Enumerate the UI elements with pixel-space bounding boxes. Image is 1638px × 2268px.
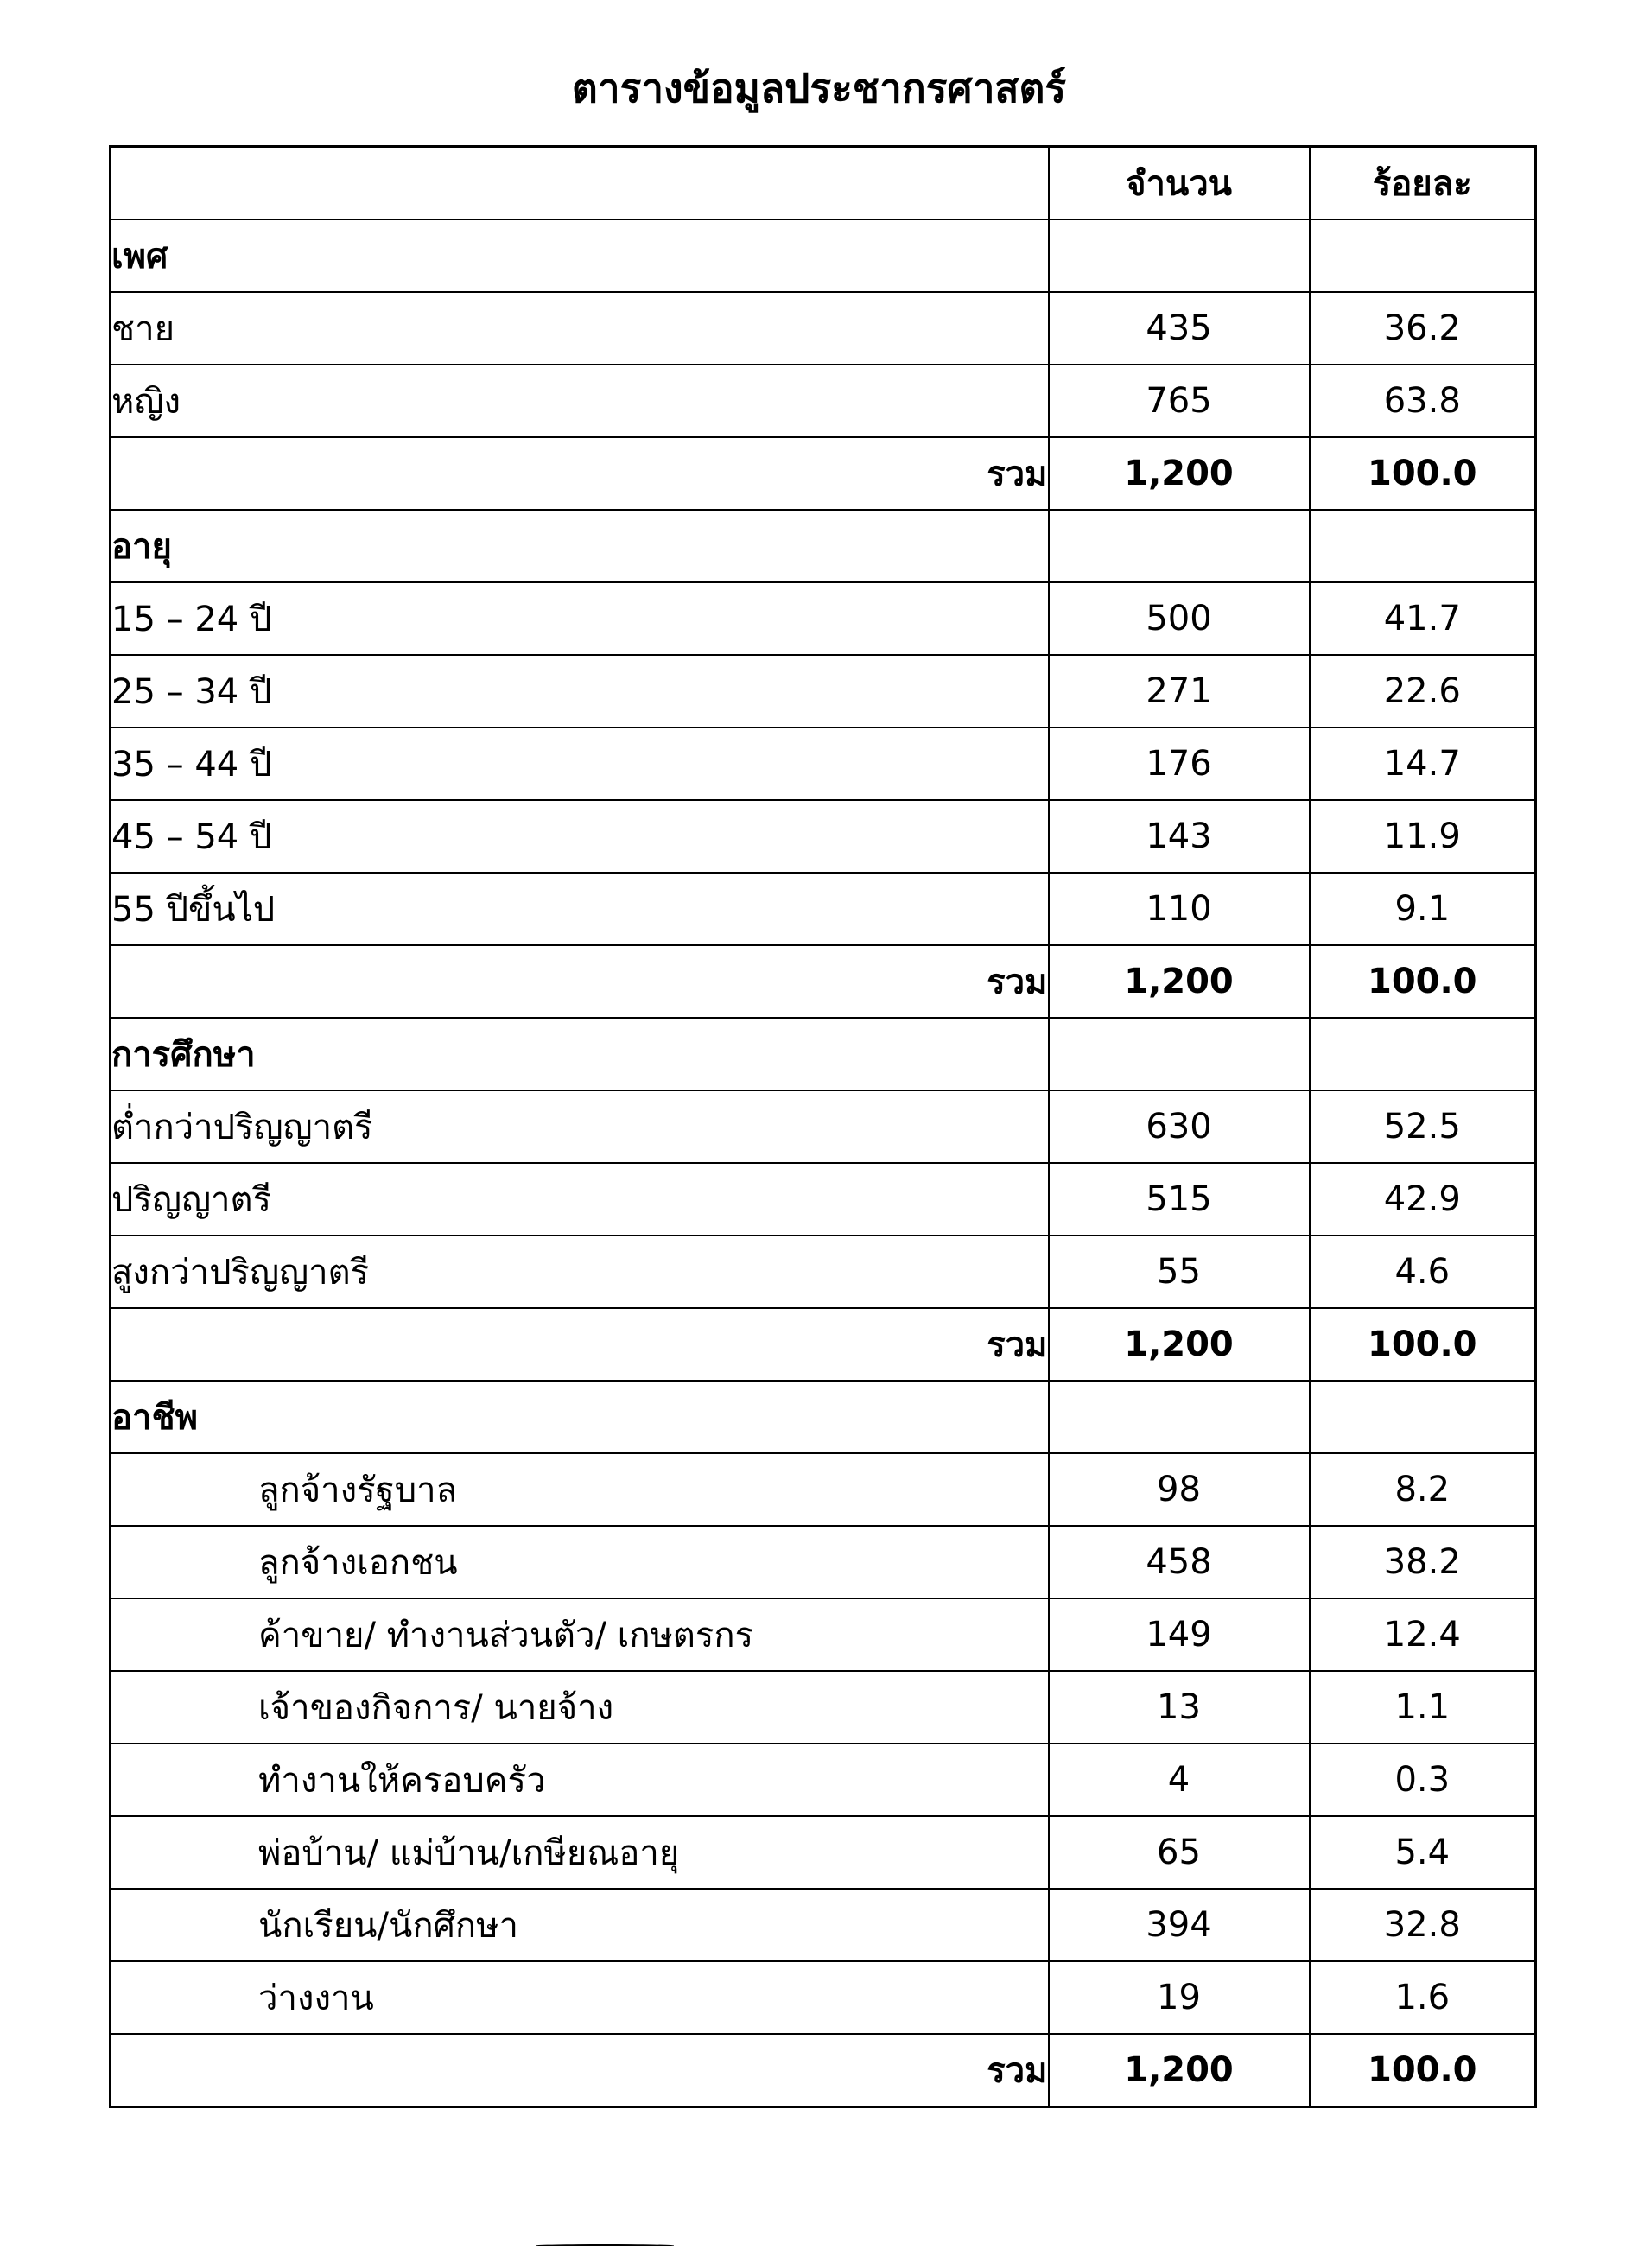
table-row [111, 1163, 1536, 1236]
row-percent: 4.6 [1310, 1236, 1536, 1308]
row-percent: 38.2 [1310, 1526, 1536, 1598]
total-count: 1,200 [1049, 2034, 1310, 2107]
total-row [111, 2034, 1536, 2107]
row-label: 15 – 24 ปี [111, 582, 1049, 655]
table-row [111, 1090, 1536, 1163]
section-heading: การศึกษา [111, 1018, 1049, 1090]
row-count: 271 [1049, 655, 1310, 727]
total-percent: 100.0 [1310, 437, 1536, 510]
page-title: ตารางข้อมูลประชากรศาสตร์ [571, 65, 1067, 111]
cut-off-text-fragment [536, 2242, 691, 2268]
total-label: รวม [111, 945, 1049, 1018]
section-heading-row [111, 510, 1536, 582]
row-count: 13 [1049, 1671, 1310, 1744]
section-heading: อาชีพ [111, 1381, 1049, 1453]
total-label: รวม [111, 1308, 1049, 1381]
table-row [111, 1961, 1536, 2034]
row-label: ต่ำกว่าปริญญาตรี [111, 1090, 1049, 1163]
row-count: 55 [1049, 1236, 1310, 1308]
row-label: ลูกจ้างรัฐบาล [111, 1453, 1049, 1526]
table-row [111, 365, 1536, 437]
row-percent: 42.9 [1310, 1163, 1536, 1236]
row-percent: 1.6 [1310, 1961, 1536, 2034]
section-heading: อายุ [111, 510, 1049, 582]
total-row [111, 1308, 1536, 1381]
row-count: 98 [1049, 1453, 1310, 1526]
table-row [111, 800, 1536, 873]
row-percent: 1.1 [1310, 1671, 1536, 1744]
header-row [111, 147, 1536, 220]
row-count: 630 [1049, 1090, 1310, 1163]
row-count: 143 [1049, 800, 1310, 873]
row-percent: 9.1 [1310, 873, 1536, 945]
empty-cell [1310, 219, 1536, 292]
row-count: 394 [1049, 1889, 1310, 1961]
row-count: 149 [1049, 1598, 1310, 1671]
total-row [111, 945, 1536, 1018]
row-percent: 0.3 [1310, 1744, 1536, 1816]
total-label: รวม [111, 2034, 1049, 2107]
table-row [111, 1816, 1536, 1889]
empty-cell [1049, 1381, 1310, 1453]
row-label: ค้าขาย/ ทำงานส่วนตัว/ เกษตรกร [111, 1598, 1049, 1671]
total-percent: 100.0 [1310, 2034, 1536, 2107]
row-label: ทำงานให้ครอบครัว [111, 1744, 1049, 1816]
row-label: 35 – 44 ปี [111, 727, 1049, 800]
row-percent: 12.4 [1310, 1598, 1536, 1671]
table-row [111, 1744, 1536, 1816]
row-percent: 52.5 [1310, 1090, 1536, 1163]
section-heading-row [111, 1381, 1536, 1453]
row-label: 55 ปีขึ้นไป [111, 873, 1049, 945]
header-percent: ร้อยละ [1310, 147, 1536, 220]
demographics-table [109, 145, 1537, 2108]
row-count: 458 [1049, 1526, 1310, 1598]
table-row [111, 1671, 1536, 1744]
table-row [111, 292, 1536, 365]
row-percent: 36.2 [1310, 292, 1536, 365]
empty-cell [1310, 510, 1536, 582]
table-body [111, 219, 1536, 2107]
row-percent: 11.9 [1310, 800, 1536, 873]
row-count: 176 [1049, 727, 1310, 800]
table-row [111, 655, 1536, 727]
header-blank [111, 147, 1049, 220]
row-label: เจ้าของกิจการ/ นายจ้าง [111, 1671, 1049, 1744]
empty-cell [1310, 1381, 1536, 1453]
row-percent: 8.2 [1310, 1453, 1536, 1526]
row-count: 110 [1049, 873, 1310, 945]
row-label: 25 – 34 ปี [111, 655, 1049, 727]
table-row [111, 873, 1536, 945]
row-count: 19 [1049, 1961, 1310, 2034]
total-count: 1,200 [1049, 437, 1310, 510]
row-count: 4 [1049, 1744, 1310, 1816]
header-count: จำนวน [1049, 147, 1310, 220]
row-percent: 5.4 [1310, 1816, 1536, 1889]
row-count: 515 [1049, 1163, 1310, 1236]
table-row [111, 1453, 1536, 1526]
total-percent: 100.0 [1310, 945, 1536, 1018]
row-percent: 14.7 [1310, 727, 1536, 800]
row-label: พ่อบ้าน/ แม่บ้าน/เกษียณอายุ [111, 1816, 1049, 1889]
empty-cell [1310, 1018, 1536, 1090]
table-row [111, 727, 1536, 800]
row-label: ปริญญาตรี [111, 1163, 1049, 1236]
row-label: นักเรียน/นักศึกษา [111, 1889, 1049, 1961]
total-label: รวม [111, 437, 1049, 510]
row-label: ลูกจ้างเอกชน [111, 1526, 1049, 1598]
row-percent: 63.8 [1310, 365, 1536, 437]
row-label: 45 – 54 ปี [111, 800, 1049, 873]
row-label: ชาย [111, 292, 1049, 365]
total-count: 1,200 [1049, 1308, 1310, 1381]
row-count: 435 [1049, 292, 1310, 365]
row-count: 500 [1049, 582, 1310, 655]
row-label: สูงกว่าปริญญาตรี [111, 1236, 1049, 1308]
row-count: 765 [1049, 365, 1310, 437]
section-heading-row [111, 219, 1536, 292]
section-heading-row [111, 1018, 1536, 1090]
empty-cell [1049, 219, 1310, 292]
section-heading: เพศ [111, 219, 1049, 292]
row-count: 65 [1049, 1816, 1310, 1889]
empty-cell [1049, 510, 1310, 582]
table-row [111, 1236, 1536, 1308]
table-row [111, 1598, 1536, 1671]
row-label: หญิง [111, 365, 1049, 437]
row-percent: 32.8 [1310, 1889, 1536, 1961]
total-count: 1,200 [1049, 945, 1310, 1018]
total-percent: 100.0 [1310, 1308, 1536, 1381]
row-label: ว่างงาน [111, 1961, 1049, 2034]
table-row [111, 582, 1536, 655]
total-row [111, 437, 1536, 510]
row-percent: 41.7 [1310, 582, 1536, 655]
empty-cell [1049, 1018, 1310, 1090]
table-row [111, 1889, 1536, 1961]
table-row [111, 1526, 1536, 1598]
row-percent: 22.6 [1310, 655, 1536, 727]
